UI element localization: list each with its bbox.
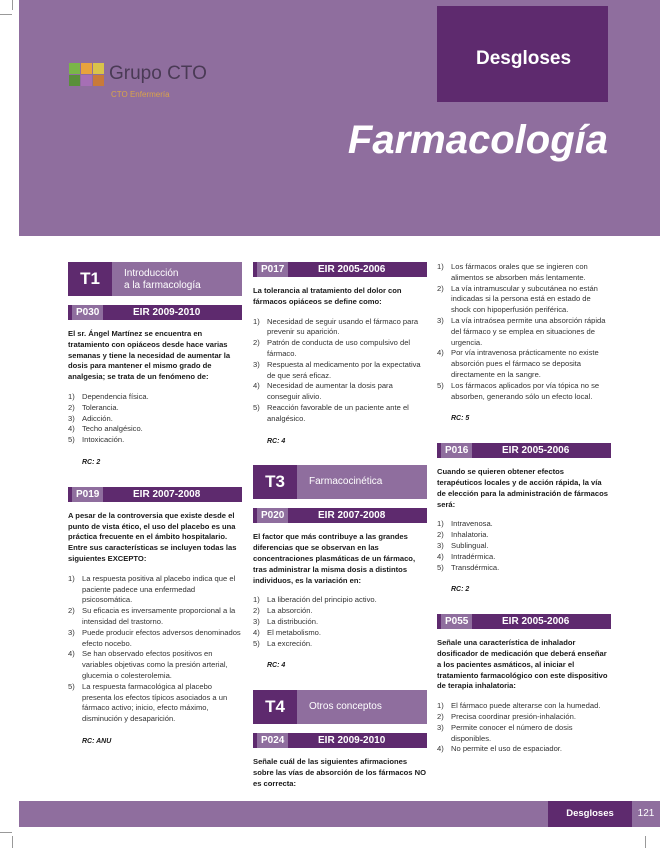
topic-title: Farmacocinética xyxy=(309,476,383,488)
question-stem: Cuando se quieren obtener efectos terapéuticos locales y de acción rápida, la vía de elección para la administración de fármacos será: xyxy=(437,467,608,509)
option-text: Su eficacia es inversamente proporcional a la intensidad del trastorno. xyxy=(82,606,236,626)
question-header xyxy=(253,262,427,277)
option-number: 4) xyxy=(437,348,444,358)
crop-mark xyxy=(0,14,12,15)
option-item xyxy=(253,317,427,339)
option-item xyxy=(253,639,427,650)
option-number: 1) xyxy=(437,262,444,271)
question-id: P019 xyxy=(72,487,103,502)
question-stem: A pesar de la controversia que existe desde el punto de vista ético, el uso del placebo es una práctica frecuente en el ámbito hospitalario. Entre sus características se incluyen todas las siguientes EXCEPTO: xyxy=(68,510,237,563)
option-item xyxy=(253,381,427,403)
option-number: 2) xyxy=(437,283,444,293)
question-exam: EIR 2009-2010 xyxy=(318,735,386,747)
page-number: 121 xyxy=(637,808,655,819)
answer-key: RC: 4 xyxy=(267,437,286,445)
option-text: La vía intraósea permite una absorción rápida del fármaco y se emplea en situaciones de urgencia. xyxy=(451,315,606,347)
option-text: La respuesta farmacológica al placebo presenta los efectos típicos asociados a un fármaco activo; inicio, efecto máximo, disminución y desaparición. xyxy=(82,681,228,724)
option-number: 2) xyxy=(68,606,75,616)
option-text: La distribución. xyxy=(267,616,319,626)
option-number: 4) xyxy=(68,649,75,659)
question-stem: Señale cuál de las siguientes afirmaciones sobre las vías de absorción de los fármacos NO es correcta: xyxy=(253,757,427,788)
option-item xyxy=(253,403,427,425)
option-item xyxy=(437,744,611,755)
question-exam: EIR 2005-2006 xyxy=(318,264,386,275)
option-text: La excreción. xyxy=(267,638,313,648)
question-stem: El factor que más contribuye a las grandes diferencias que se observan en las concentraciones plasmáticas de un fármaco, tras administrar la misma dosis a distintos individuos, es la variación en: xyxy=(253,532,416,585)
crop-mark xyxy=(12,836,13,848)
logo-square-icon xyxy=(81,63,92,74)
option-item xyxy=(253,360,427,382)
option-text: Intoxicación. xyxy=(82,435,125,445)
option-number: 5) xyxy=(437,380,444,390)
option-text: Adicción. xyxy=(82,413,113,423)
question-exam: EIR 2007-2008 xyxy=(318,510,386,522)
question-exam: EIR 2007-2008 xyxy=(133,488,201,500)
option-list xyxy=(437,262,611,402)
option-text: Necesidad de seguir usando el fármaco para prevenir su aparición. xyxy=(267,316,419,337)
option-number: 3) xyxy=(437,540,444,550)
option-number: 5) xyxy=(437,562,444,572)
option-number: 4) xyxy=(68,424,75,434)
question-header xyxy=(68,305,242,320)
option-item xyxy=(437,348,611,380)
option-item xyxy=(437,541,611,552)
option-item xyxy=(68,649,242,681)
option-number: 3) xyxy=(437,315,444,325)
option-number: 2) xyxy=(253,606,260,616)
option-item xyxy=(253,595,427,606)
option-list xyxy=(68,392,242,446)
logo-square-icon xyxy=(81,75,92,86)
option-number: 5) xyxy=(68,681,75,691)
logo-subtitle: CTO Enfermería xyxy=(111,90,170,99)
option-list xyxy=(253,317,427,425)
option-item xyxy=(437,284,611,316)
crop-mark xyxy=(12,0,13,10)
option-text: Tolerancia. xyxy=(82,402,119,412)
question-id: P055 xyxy=(441,614,472,629)
option-item xyxy=(68,392,242,403)
question-id: P024 xyxy=(257,733,288,748)
option-number: 1) xyxy=(437,701,444,711)
option-text: Dependencia física. xyxy=(82,391,149,401)
question-header xyxy=(437,614,611,629)
option-text: La liberación del principio activo. xyxy=(267,595,377,605)
topic-header xyxy=(253,465,427,499)
topic-title-line: a la farmacología xyxy=(124,280,201,291)
option-item xyxy=(253,338,427,360)
logo xyxy=(69,63,209,107)
answer-key: RC: 2 xyxy=(451,586,470,594)
option-list xyxy=(437,519,611,573)
question-stem: El sr. Ángel Martínez se encuentra en tratamiento con opiáceos desde hace varias semanas y tiene la necesidad de aumentar la dosis para mantener el mismo grado de analgesia; se trata de un fenómeno de: xyxy=(68,329,231,382)
question-exam: EIR 2005-2006 xyxy=(502,616,570,628)
topic-title-line: Introducción xyxy=(124,268,179,279)
answer-key: RC: 4 xyxy=(267,662,286,670)
option-number: 4) xyxy=(253,627,260,637)
question-exam: EIR 2009-2010 xyxy=(133,307,201,318)
option-list xyxy=(253,595,427,649)
question-header xyxy=(68,487,242,502)
option-list xyxy=(437,701,611,755)
option-item xyxy=(437,381,611,403)
option-number: 2) xyxy=(253,338,260,348)
topic-header xyxy=(68,262,242,296)
page-title: Farmacología xyxy=(347,118,608,162)
option-item xyxy=(68,403,242,414)
page-footer xyxy=(19,801,660,827)
option-number: 4) xyxy=(437,551,444,561)
option-item xyxy=(253,606,427,617)
option-number: 1) xyxy=(68,573,75,583)
option-text: Los fármacos orales que se ingieren con alimentos se absorben más lentamente. xyxy=(451,262,588,282)
topic-number: T3 xyxy=(253,465,297,499)
crop-mark xyxy=(0,832,12,833)
option-item xyxy=(68,424,242,435)
option-text: El metabolismo. xyxy=(267,627,322,637)
option-item xyxy=(437,701,611,712)
option-number: 1) xyxy=(253,316,260,326)
question-id: P017 xyxy=(257,262,288,277)
option-text: Patrón de conducta de uso compulsivo del fármaco. xyxy=(267,338,411,358)
option-item xyxy=(68,435,242,446)
option-text: La absorción. xyxy=(267,606,313,616)
option-item xyxy=(253,628,427,639)
question-header xyxy=(253,508,427,523)
option-number: 5) xyxy=(68,435,75,445)
option-item xyxy=(68,628,242,650)
option-number: 2) xyxy=(437,530,444,540)
option-item xyxy=(437,552,611,563)
option-number: 3) xyxy=(437,722,444,732)
option-list xyxy=(68,574,242,725)
option-text: Precisa coordinar presión-inhalación. xyxy=(451,711,576,721)
column-2 xyxy=(253,262,427,799)
logo-square-icon xyxy=(69,75,80,86)
logo-square-icon xyxy=(93,75,104,86)
option-text: El fármaco puede alterarse con la humedad. xyxy=(451,701,601,711)
topic-header xyxy=(253,690,427,724)
question-exam: EIR 2005-2006 xyxy=(502,445,570,457)
question-header xyxy=(253,733,427,748)
option-text: Sublingual. xyxy=(451,540,489,550)
option-number: 5) xyxy=(253,638,260,648)
option-text: La vía intramuscular y subcutánea no están indicadas si la persona está en estado de shock con hipoperfusión periférica. xyxy=(451,283,598,315)
option-text: La respuesta positiva al placebo indica que el paciente padece una enfermedad psicosomática. xyxy=(82,573,236,605)
option-item xyxy=(437,723,611,745)
option-text: Intravenosa. xyxy=(451,519,493,529)
column-3 xyxy=(437,262,611,765)
option-number: 4) xyxy=(253,381,260,391)
answer-key: RC: 2 xyxy=(82,458,101,466)
option-text: Intradérmica. xyxy=(451,551,496,561)
logo-square-icon xyxy=(93,63,104,74)
question-header xyxy=(437,443,611,458)
question-id: P030 xyxy=(72,305,103,320)
option-number: 1) xyxy=(68,391,75,401)
option-text: Puede producir efectos adversos denominados efecto nocebo. xyxy=(82,627,241,648)
option-number: 1) xyxy=(253,595,260,605)
option-number: 1) xyxy=(437,519,444,529)
option-number: 3) xyxy=(68,627,75,637)
option-text: No permite el uso de espaciador. xyxy=(451,744,563,754)
option-text: Se han observado efectos positivos en variables objetivas como la presión arterial, glucemia o colesterolemia. xyxy=(82,649,228,680)
topic-number: T1 xyxy=(68,262,112,296)
logo-name: Grupo CTO xyxy=(109,63,207,84)
option-item xyxy=(68,682,242,725)
question-id: P020 xyxy=(257,508,288,523)
crop-mark xyxy=(645,836,646,848)
section-box xyxy=(437,6,608,102)
footer-section: Desgloses xyxy=(548,801,632,827)
option-item xyxy=(68,574,242,606)
column-1 xyxy=(68,262,242,766)
option-item xyxy=(437,530,611,541)
question-stem: La tolerancia al tratamiento del dolor con fármacos opiáceos se define como: xyxy=(253,286,402,306)
option-text: Inhalatoria. xyxy=(451,530,489,540)
option-text: Reacción favorable de un paciente ante el analgésico. xyxy=(267,402,409,423)
option-item xyxy=(437,316,611,348)
option-text: Techo analgésico. xyxy=(82,424,143,434)
option-item xyxy=(68,606,242,628)
option-number: 5) xyxy=(253,402,260,412)
option-item xyxy=(437,563,611,574)
logo-square-icon xyxy=(69,63,80,74)
answer-key: RC: ANU xyxy=(82,737,112,745)
topic-number: T4 xyxy=(253,690,297,724)
option-number: 3) xyxy=(68,413,75,423)
option-item xyxy=(68,414,242,425)
option-text: Transdérmica. xyxy=(451,562,500,572)
question-stem: Señale una característica de inhalador dosificador de medicación que deberá enseñar a los pacientes asmáticos, al iniciar el tratamiento farmacológico con este dispositivo de terapia inhalatoria: xyxy=(437,638,608,691)
option-number: 2) xyxy=(437,711,444,721)
topic-title: Otros conceptos xyxy=(309,701,382,713)
option-number: 2) xyxy=(68,402,75,412)
section-label: Desgloses xyxy=(476,48,572,69)
option-text: Por vía intravenosa prácticamente no existe absorción pues el fármaco se deposita directamente en la sangre. xyxy=(451,348,599,379)
option-number: 3) xyxy=(253,616,260,626)
option-item xyxy=(437,712,611,723)
option-number: 4) xyxy=(437,744,444,754)
option-item xyxy=(437,519,611,530)
option-number: 3) xyxy=(253,359,260,369)
option-text: Los fármacos aplicados por vía tópica no se absorben, generando sólo un efecto local. xyxy=(451,380,600,401)
option-text: Permite conocer el número de dosis disponibles. xyxy=(451,722,573,743)
answer-key: RC: 5 xyxy=(451,415,470,423)
question-id: P016 xyxy=(441,443,472,458)
topic-title xyxy=(124,268,201,292)
option-text: Respuesta al medicamento por la expectativa de que será eficaz. xyxy=(267,359,421,380)
option-item xyxy=(437,262,611,284)
option-item xyxy=(253,617,427,628)
option-text: Necesidad de aumentar la dosis para conseguir alivio. xyxy=(267,381,393,402)
